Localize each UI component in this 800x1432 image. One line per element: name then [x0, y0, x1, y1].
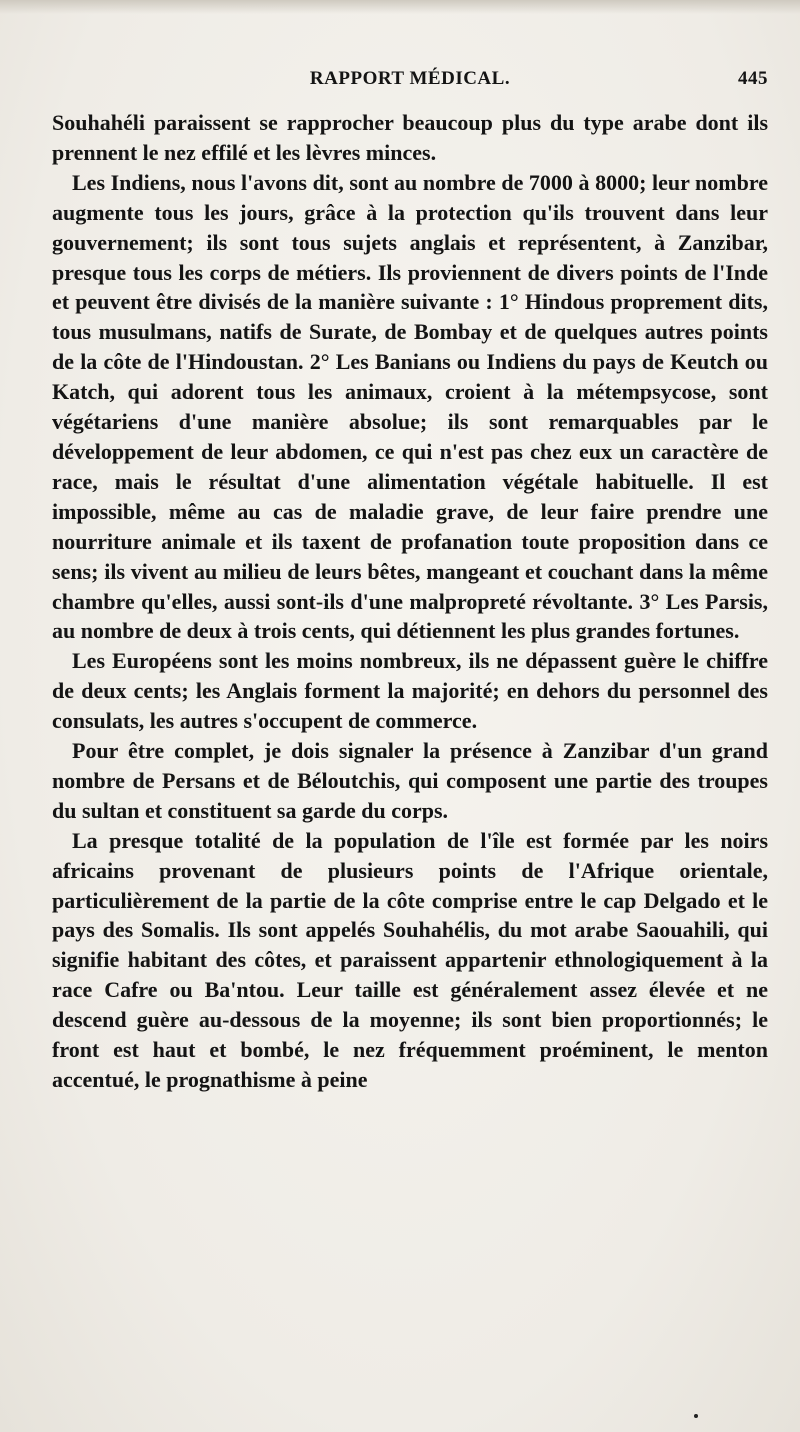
page-header	[52, 68, 768, 96]
paragraph-indiens: Les Indiens, nous l'avons dit, sont au nombre de 7000 à 8000; leur nombre augmente tous les jours, grâce à la protection qu'ils trouvent dans leur gouvernement; ils sont tous sujets anglais et représentent, à Zanzibar, presque tous les corps de métiers. Ils proviennent de divers points de l'Inde et peuvent être divisés de la manière suivante : 1° Hindous proprement dits, tous musulmans, natifs de Surate, de Bombay et de quelques autres points de la côte de l'Hindoustan. 2° Les Banians ou Indiens du pays de Keutch ou Katch, qui adorent tous les animaux, croient à la métempsycose, sont végétariens d'une manière absolue; ils sont remarquables par le développement de leur abdomen, ce qui n'est pas chez eux un caractère de race, mais le résultat d'une alimentation végétale habituelle. Il est impossible, même au cas de maladie grave, de leur faire prendre une nourriture animale et ils taxent de profanation toute proposition dans ce sens; ils vivent au milieu de leurs bêtes, mangeant et couchant dans la même chambre qu'elles, aussi sont-ils d'une malpropreté révoltante. 3° Les Parsis, au nombre de deux à trois cents, qui détiennent les plus grandes fortunes.	[52, 169, 768, 644]
page-number: 445	[738, 68, 768, 89]
body-text	[52, 108, 768, 1095]
paragraph-europeens: Les Européens sont les moins nombreux, ils ne dépassent guère le chiffre de deux cents; les Anglais forment la majorité; en dehors du personnel des consulats, les autres s'occupent de commerce.	[52, 648, 768, 734]
ink-speck	[694, 1414, 698, 1418]
running-title: RAPPORT MÉDICAL.	[309, 68, 511, 89]
paragraph-persans: Pour être complet, je dois signaler la présence à Zanzibar d'un grand nombre de Persans et de Béloutchis, qui composent une partie des troupes du sultan et constituent sa garde du corps.	[52, 738, 768, 823]
paragraph-continuation: Souhahéli paraissent se rapprocher beaucoup plus du type arabe dont ils prennent le nez effilé et les lèvres minces.	[52, 110, 768, 165]
paragraph-population: La presque totalité de la population de l'île est formée par les noirs africains provenant de plusieurs points de l'Afrique orientale, particulièrement de la partie de la côte comprise entre le cap Delgado et le pays des Somalis. Ils sont appelés Souhahélis, du mot arabe Saouahili, qui signifie habitant des côtes, et paraissent appartenir ethnologiquement à la race Cafre ou Ba'ntou. Leur taille est généralement assez élevée et ne descend guère au-dessous de la moyenne; ils sont bien proportionnés; le front est haut et bombé, le nez fréquemment proéminent, le menton accentué, le prognathisme à peine	[52, 827, 768, 1092]
page-edge-shadow	[0, 0, 800, 14]
